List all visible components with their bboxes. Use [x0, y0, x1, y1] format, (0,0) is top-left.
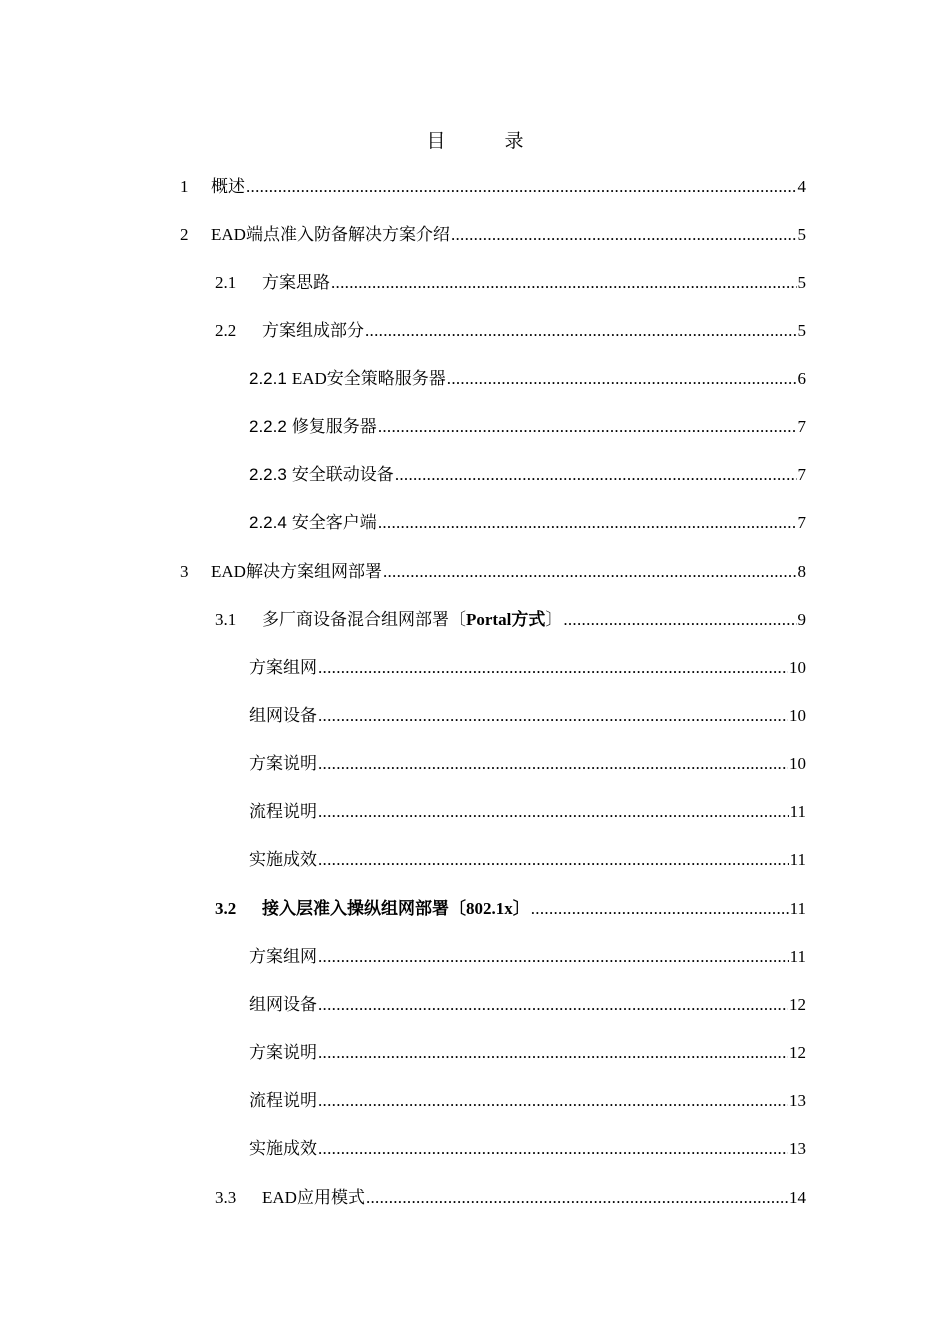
toc-entry[interactable] [249, 845, 806, 871]
toc-entry[interactable] [249, 990, 806, 1016]
toc-entry[interactable] [249, 412, 806, 438]
toc-entry[interactable] [249, 797, 806, 823]
toc-entry[interactable] [215, 1183, 806, 1209]
toc-entry[interactable] [215, 316, 806, 342]
toc-entry-label: 流程说明 [249, 802, 317, 821]
toc-dot-leader [318, 1138, 788, 1160]
toc-entry[interactable] [249, 749, 806, 775]
toc-entry-label [262, 609, 562, 631]
toc-entry-page: 12 [789, 995, 806, 1014]
toc-dot-leader [531, 898, 789, 920]
toc-entry-label: 组网设备 [249, 995, 317, 1014]
toc-entry-page: 5 [797, 321, 806, 340]
toc-entry[interactable] [249, 701, 806, 727]
toc-entry-number: 2.2.4 [249, 513, 287, 532]
toc-entry-label-lead: 多厂商设备混合组网部署〔 [262, 610, 466, 629]
toc-entry-label: 实施成效 [249, 1139, 317, 1158]
toc-entry[interactable] [249, 1134, 806, 1160]
toc-entry-label: 方案说明 [249, 754, 317, 773]
toc-entry-page: 6 [797, 369, 806, 388]
toc-entry-page: 14 [789, 1188, 806, 1207]
toc-dot-leader [383, 561, 797, 583]
toc-entry-label: 安全联动设备 [291, 465, 394, 484]
toc-entry-page: 10 [789, 706, 806, 725]
toc-entry-label: 方案组成部分 [262, 321, 364, 340]
toc-entry[interactable] [249, 508, 806, 534]
toc-entry-label: 方案思路 [262, 273, 330, 292]
toc-dot-leader [318, 1090, 788, 1112]
toc-dot-leader [318, 753, 788, 775]
toc-entry-page: 5 [797, 225, 806, 244]
toc-dot-leader [318, 801, 789, 823]
toc-entry-page: 10 [789, 658, 806, 677]
toc-entry-page: 11 [789, 802, 806, 821]
toc-dot-leader [366, 1187, 788, 1209]
toc-dot-leader [378, 416, 797, 438]
toc-entry[interactable] [249, 653, 806, 679]
toc-entry[interactable] [215, 268, 806, 294]
toc-entry-label: 方案说明 [249, 1043, 317, 1062]
toc-entry[interactable] [215, 605, 806, 631]
toc-entry-label: 接入层准入操纵组网部署〔802.1x〕 [262, 899, 530, 918]
toc-entry-number: 1 [180, 177, 189, 196]
toc-entry-page: 5 [797, 273, 806, 292]
toc-entry[interactable] [215, 894, 806, 920]
toc-entry-label: 安全客户端 [291, 513, 377, 532]
toc-entry[interactable] [249, 460, 806, 486]
toc-dot-leader [451, 224, 797, 246]
toc-entry-page: 10 [789, 754, 806, 773]
toc-entry-number: 3.3 [215, 1188, 237, 1207]
toc-entry-page: 13 [789, 1091, 806, 1110]
toc-dot-leader [563, 609, 796, 631]
toc-entry-page: 8 [797, 562, 806, 581]
toc-entry-number: 2.2 [215, 321, 237, 340]
toc-entry-label: 修复服务器 [291, 417, 377, 436]
toc-entry-label-tail: 〕 [545, 610, 563, 629]
toc-entry-number: 3.1 [215, 610, 237, 629]
toc-entry[interactable] [180, 557, 806, 583]
toc-entry-label: EAD端点准入防备解决方案介绍 [211, 225, 450, 244]
toc-dot-leader [331, 272, 797, 294]
toc-entry-page: 7 [797, 417, 806, 436]
toc-entry-page: 7 [797, 465, 806, 484]
toc-dot-leader [246, 176, 797, 198]
toc-entry-label: EAD安全策略服务器 [291, 369, 446, 388]
toc-entry-label: 方案组网 [249, 658, 317, 677]
toc-entry[interactable] [249, 364, 806, 390]
toc-entry-page: 12 [789, 1043, 806, 1062]
toc-dot-leader [318, 1042, 788, 1064]
toc-entry-number: 2.2.1 [249, 369, 287, 388]
toc-entry-label: 流程说明 [249, 1091, 317, 1110]
toc-entry-number: 3.2 [215, 899, 237, 918]
toc-entry[interactable] [249, 1086, 806, 1112]
toc-entry-number: 2.2.2 [249, 417, 287, 436]
toc-dot-leader [318, 849, 789, 871]
toc-entry[interactable] [249, 1038, 806, 1064]
toc-dot-leader [378, 512, 797, 534]
toc-entry-label: 方案组网 [249, 947, 317, 966]
toc-dot-leader [395, 464, 797, 486]
toc-entry-number: 2.1 [215, 273, 237, 292]
toc-entry-page: 11 [789, 850, 806, 869]
toc-dot-leader [365, 320, 797, 342]
toc-title: 目 录 [426, 131, 544, 152]
toc-entry-page: 11 [789, 947, 806, 966]
toc-entry-page: 7 [797, 513, 806, 532]
toc-entry-page: 9 [797, 610, 806, 629]
toc-entry-page: 4 [797, 177, 806, 196]
toc-entry[interactable] [180, 220, 806, 246]
toc-entry-label: 组网设备 [249, 706, 317, 725]
toc-entry[interactable] [249, 942, 806, 968]
toc-entry-page: 13 [789, 1139, 806, 1158]
toc-entry[interactable] [180, 172, 806, 198]
toc-dot-leader [318, 946, 789, 968]
toc-entry-number: 2 [180, 225, 189, 244]
toc-dot-leader [318, 657, 788, 679]
toc-dot-leader [447, 368, 797, 390]
toc-entry-label: EAD解决方案组网部署 [211, 562, 382, 581]
toc-entry-label-emphasis: Portal方式 [466, 610, 546, 629]
toc-entry-number: 2.2.3 [249, 465, 287, 484]
toc-entry-page: 11 [789, 899, 806, 918]
toc-dot-leader [318, 705, 788, 727]
toc-entry-number: 3 [180, 562, 189, 581]
toc-entry-label: 实施成效 [249, 850, 317, 869]
toc-entry-label: 概述 [211, 177, 245, 196]
toc-entry-label: EAD应用模式 [262, 1188, 365, 1207]
toc-dot-leader [318, 994, 788, 1016]
